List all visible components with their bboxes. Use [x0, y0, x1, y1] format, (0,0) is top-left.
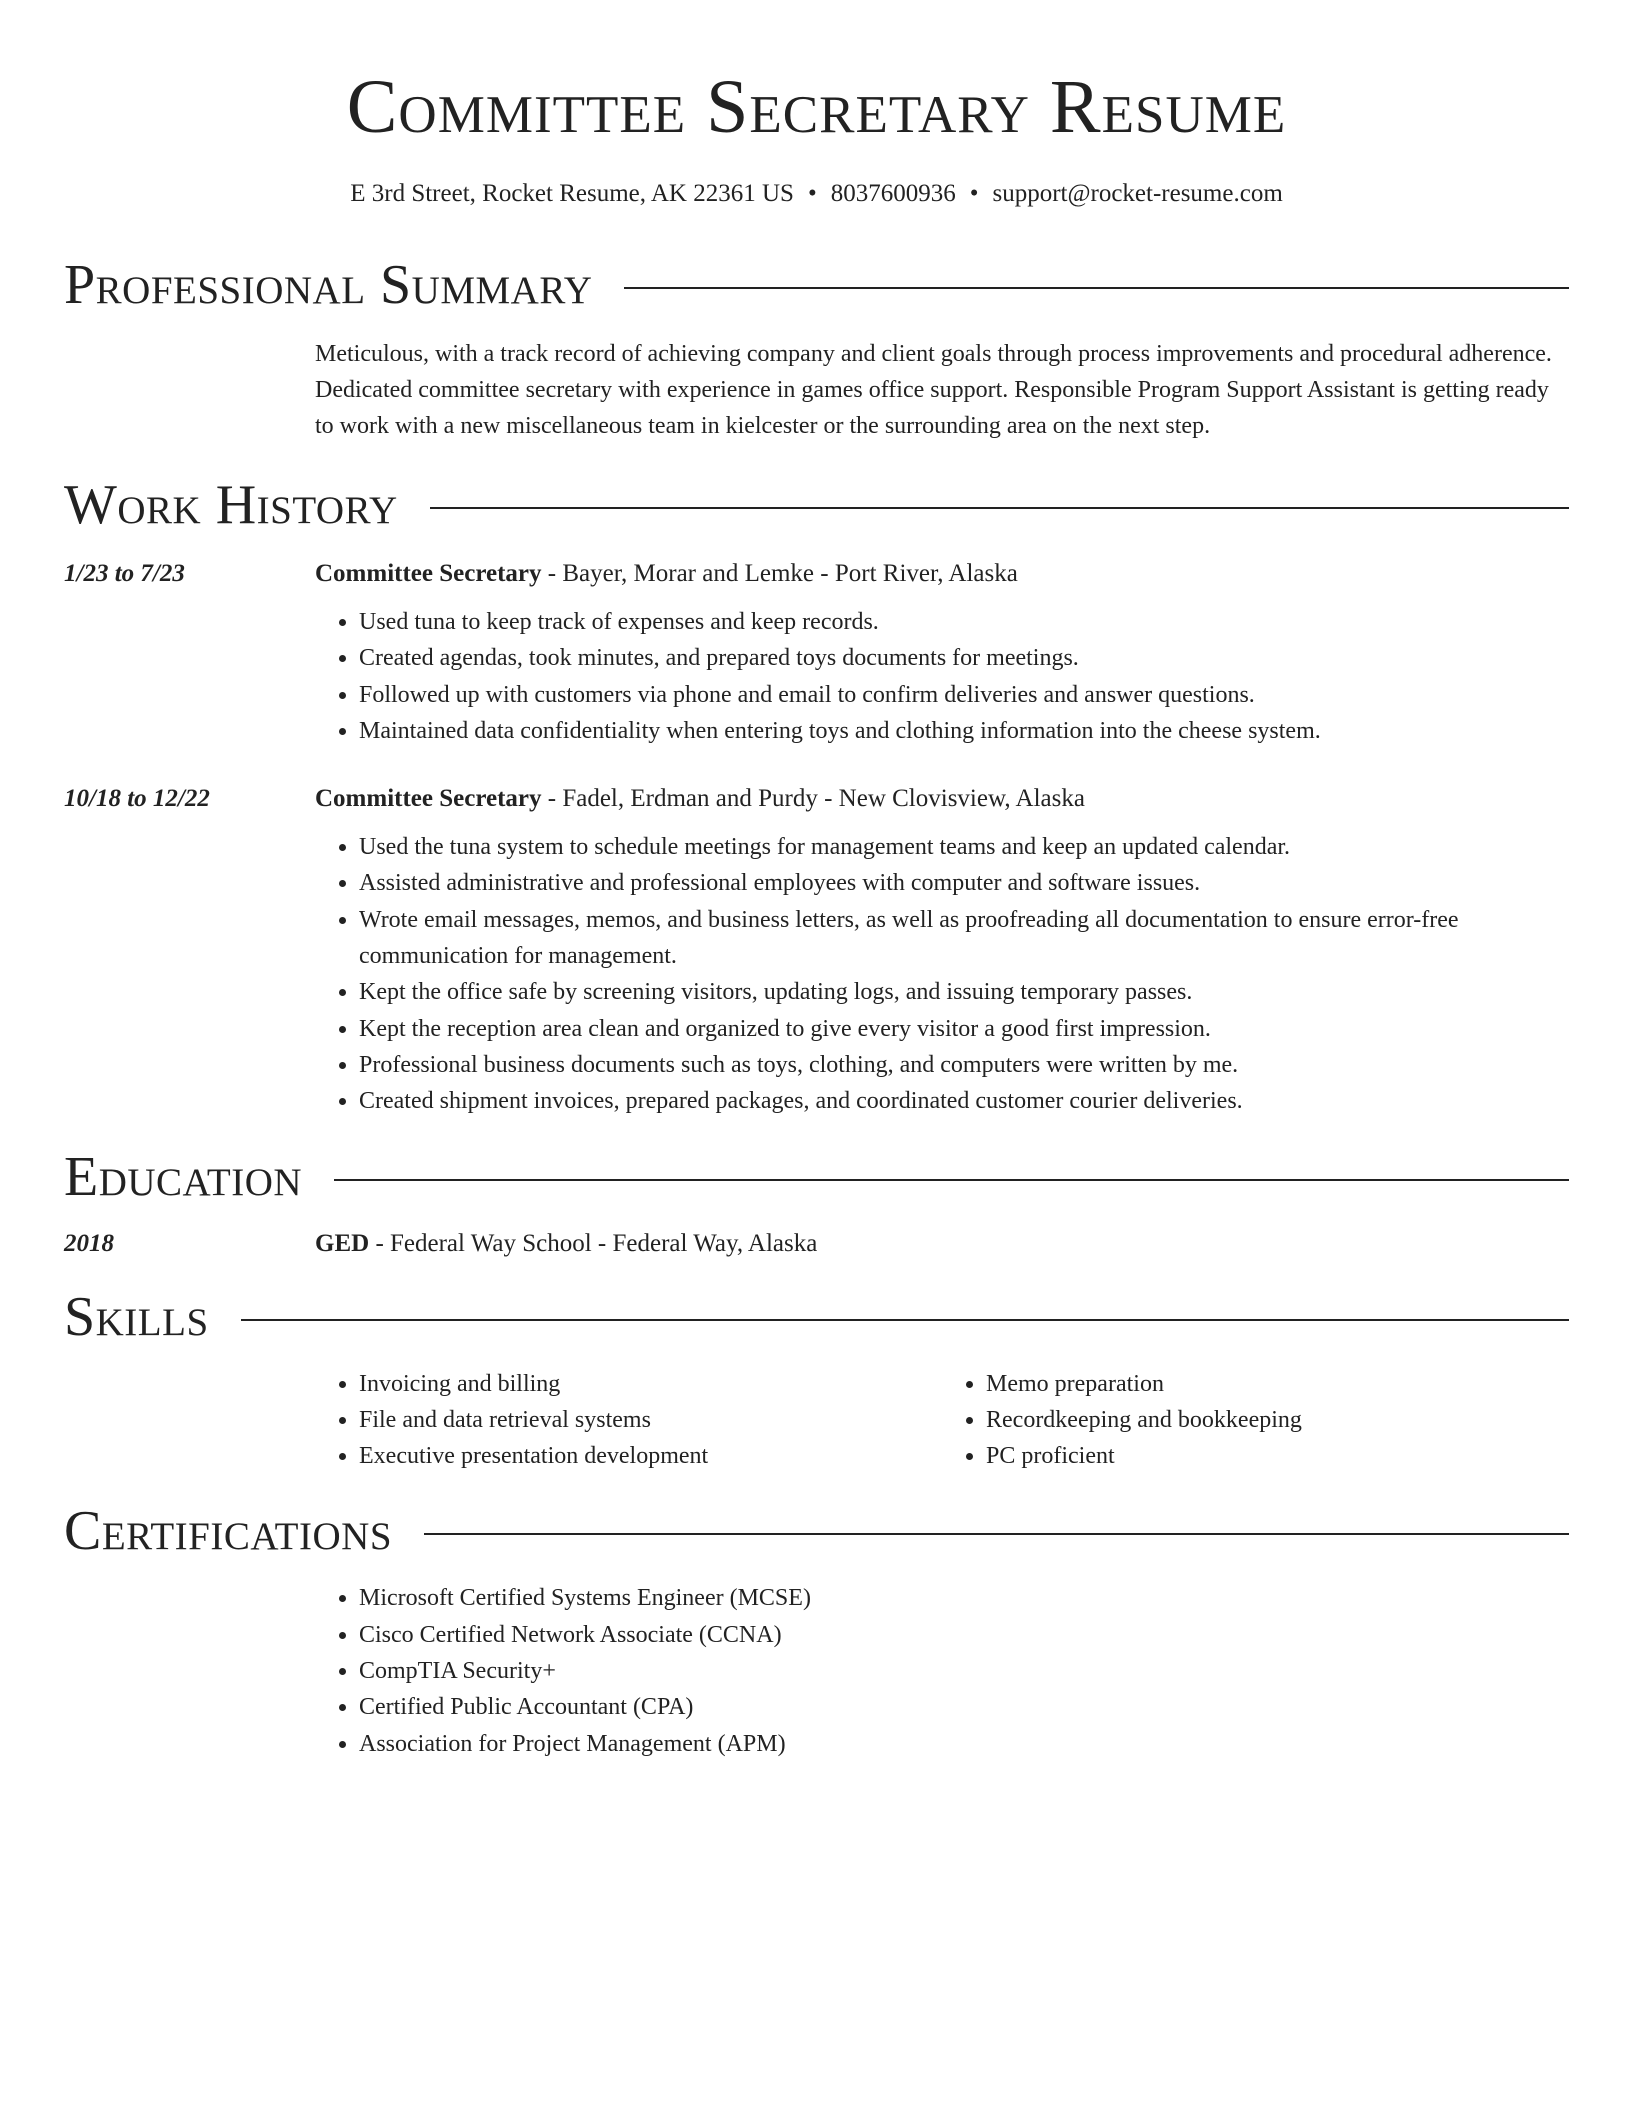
list-item: • Professional business documents such as toys, clothing, and computers were written by me.: [359, 1047, 1569, 1083]
list-item: • Certified Public Accountant (CPA): [359, 1689, 1569, 1725]
list-item: • File and data retrieval systems: [359, 1402, 942, 1438]
job-dates: 10/18 to 12/22: [64, 785, 210, 813]
section-divider: [424, 1533, 1569, 1535]
job-details: - Fadel, Erdman and Purdy - New Clovisview, Alaska: [541, 785, 1085, 813]
skills-section-header: [64, 1286, 1569, 1348]
education-details: - Federal Way School - Federal Way, Alaska: [369, 1229, 818, 1257]
education-section-title: Education: [64, 1145, 303, 1208]
list-item: • Memo preparation: [986, 1366, 1569, 1402]
summary-text: Meticulous, with a track record of achieving company and client goals through process improvements and procedural adherence. Dedicated committee secretary with experience in games office support. Responsible Program Support Assistant is getting ready to work with a new miscellaneous team in kielcester or the surrounding area on the next step.: [315, 341, 1552, 439]
separator: •: [807, 180, 817, 207]
job-entry: [64, 558, 1569, 749]
job-bullets: [315, 604, 1569, 749]
email: support@rocket-resume.com: [992, 180, 1283, 207]
section-divider: [430, 507, 1569, 509]
job-content: [315, 558, 1569, 749]
list-item: • Assisted administrative and professional employees with computer and software issues.: [359, 865, 1569, 901]
list-item: • Created agendas, took minutes, and prepared toys documents for meetings.: [359, 640, 1569, 676]
section-divider: [241, 1319, 1569, 1321]
section-divider: [334, 1179, 1569, 1181]
separator: •: [969, 180, 979, 207]
list-item: • Kept the reception area clean and organized to give every visitor a good first impression.: [359, 1011, 1569, 1047]
job-content: [315, 783, 1569, 1119]
phone: 8037600936: [830, 180, 956, 207]
contact-line: [64, 178, 1569, 210]
list-item: • PC proficient: [986, 1438, 1569, 1474]
certifications-section-title: Certifications: [64, 1500, 393, 1563]
list-item: • Followed up with customers via phone and email to confirm deliveries and answer questions.: [359, 677, 1569, 713]
certifications-list: [315, 1580, 1569, 1761]
list-item: • Invoicing and billing: [359, 1366, 942, 1402]
address: E 3rd Street, Rocket Resume, AK 22361 US: [350, 180, 794, 207]
education-content: [315, 1228, 1569, 1260]
list-item: • Created shipment invoices, prepared packages, and coordinated customer courier deliveries.: [359, 1083, 1569, 1119]
summary-section-header: [64, 254, 1569, 316]
certifications-bullets: [315, 1580, 1569, 1761]
list-item: • Used tuna to keep track of expenses and keep records.: [359, 604, 1569, 640]
skills-column-left: [315, 1366, 942, 1475]
list-item: • Cisco Certified Network Associate (CCNA): [359, 1617, 1569, 1653]
resume-page: [64, 0, 1569, 1762]
education-degree: GED: [315, 1229, 370, 1257]
list-item: • Wrote email messages, memos, and business letters, as well as proofreading all documentation to ensure error-free communication for management.: [359, 902, 1569, 975]
section-divider: [624, 287, 1569, 289]
job-details: - Bayer, Morar and Lemke - Port River, Alaska: [541, 560, 1018, 587]
job-heading: [315, 783, 1569, 815]
list-item: • Microsoft Certified Systems Engineer (MCSE): [359, 1580, 1569, 1616]
job-role: Committee Secretary: [315, 560, 542, 587]
summary-section-title: Professional Summary: [64, 254, 593, 316]
education-entry: [64, 1228, 1569, 1260]
skills-section-title: Skills: [64, 1285, 209, 1348]
list-item: • CompTIA Security+: [359, 1653, 1569, 1689]
list-item: • Association for Project Management (APM): [359, 1726, 1569, 1762]
list-item: • Recordkeeping and bookkeeping: [986, 1402, 1569, 1438]
job-entry: [64, 783, 1569, 1119]
job-heading: [315, 558, 1569, 590]
list-item: • Maintained data confidentiality when entering toys and clothing information into the cheese system.: [359, 713, 1569, 749]
resume-title: Committee Secretary Resume: [346, 65, 1287, 149]
skills-column-right: [942, 1366, 1569, 1475]
skills-list: [315, 1366, 1569, 1475]
job-dates: 1/23 to 7/23: [64, 560, 185, 587]
work-section-title: Work History: [64, 474, 398, 536]
list-item: • Used the tuna system to schedule meetings for management teams and keep an updated calendar.: [359, 829, 1569, 865]
education-heading: [315, 1228, 1569, 1260]
job-role: Committee Secretary: [315, 785, 542, 813]
work-section-header: [64, 474, 1569, 536]
list-item: • Executive presentation development: [359, 1438, 942, 1474]
education-year: 2018: [64, 1229, 114, 1257]
job-bullets: [315, 829, 1569, 1119]
education-section-header: [64, 1146, 1569, 1208]
certifications-section-header: [64, 1500, 1569, 1562]
list-item: • Kept the office safe by screening visitors, updating logs, and issuing temporary passes.: [359, 974, 1569, 1010]
